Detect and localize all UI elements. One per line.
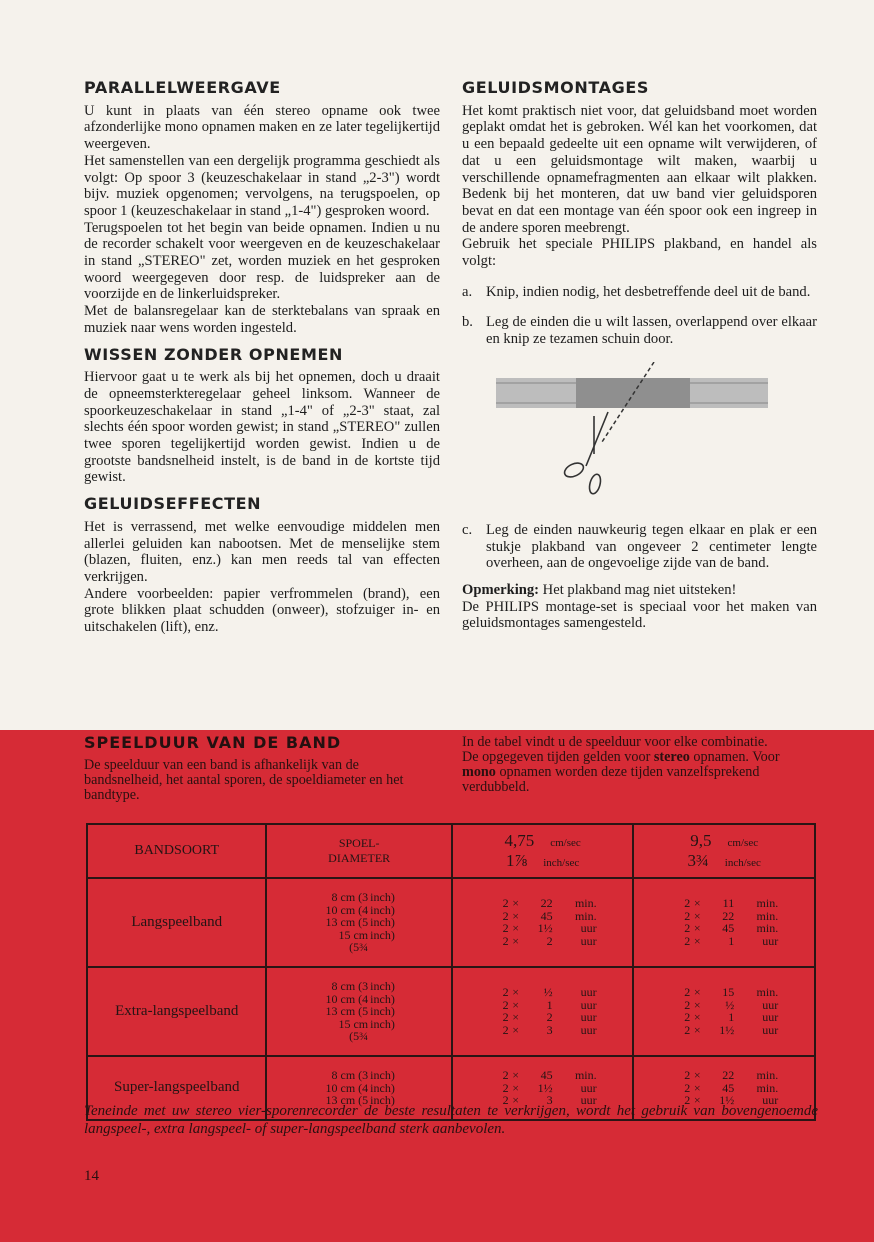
list-letter: c. [462,521,473,538]
paragraph: De speelduur van een band is afhankelijk van de bandsnelheid, het aantal sporen, de spoeldiameter en het bandtype. [84,757,404,803]
diameter-cell [266,967,451,1056]
playtime-part: uur [762,934,779,949]
header-diameter: DIAMETER [328,851,391,865]
playtime-part: × [693,896,701,911]
playtime-part: min. [756,921,779,936]
playtime-part: min. [756,985,779,1000]
diameter-part: 15 cm (5¾ [338,1016,369,1044]
diameter-part: 13 cm (5 [325,915,369,930]
playtime-part: × [512,997,520,1012]
playtime-part: 2 [502,908,509,923]
playtime-cell [452,878,634,967]
diameter-part: 10 cm (4 [325,1080,369,1095]
playtime-part: × [512,908,520,923]
header-spoeldiameter [266,824,451,878]
playtime-part: 2 [502,985,509,1000]
diameter-part: inch) [370,902,395,917]
heading-parallelweergave: PARALLELWEERGAVE [84,78,281,97]
playtime-part: 45 [722,1080,735,1095]
playtime-part: uur [580,1023,597,1038]
playtime-part: 11 [722,896,735,911]
diameter-line [267,929,450,954]
playtime-cell [633,878,815,967]
playtime-part: 1½ [537,921,553,936]
diameter-line [267,1005,450,1018]
playtime-part: uur [580,1080,597,1095]
heading-geluidseffecten: GELUIDSEFFECTEN [84,494,262,514]
text-run: opnamen. Voor [689,749,780,765]
diameter-part: inch) [370,1067,395,1082]
playtime-part: min. [574,908,597,923]
playtime-part: uur [580,997,597,1012]
paragraph: De PHILIPS montage-set is speciaal voor het maken van geluidsmontages samengesteld. [462,598,817,632]
playtime-part: 2 [684,1010,691,1025]
paragraph: U kunt in plaats van één stereo opname ook twee afzonderlijke mono opnamen maken en ze later tegelijkertijd weergeven. [84,102,440,153]
diameter-part: 13 cm (5 [325,1093,369,1108]
playtime-table [86,823,816,1121]
note-text: Het plakband mag niet uitsteken! [539,581,737,598]
playtime-part: min. [574,1067,597,1082]
speelduur-intro [84,735,440,803]
diameter-cell [266,878,451,967]
paragraph: Het samenstellen van een dergelijk programma geschiedt als volgt: Op spoor 3 (keuzeschakelaar in stand „2-3") wordt bijv. muziek opgenomen; vervolgens, na terugspoelen, op spoor 1 (keuzeschakelaar in stand „1-4") gesproken woord. [84,152,440,219]
playtime-cell [452,967,634,1056]
playtime-part: 2 [502,1067,509,1082]
playtime-part: 2 [546,934,553,949]
playtime-part: × [693,1080,701,1095]
playtime-line [453,1011,633,1024]
playtime-part: 2 [684,908,691,923]
header-speed-95 [633,824,815,878]
header-spoel: SPOEL- [338,836,380,850]
paragraph: Het komt praktisch niet voor, dat geluidsband moet worden geplakt omdat het is gebroken. Wél kan het voorkomen, dat u een bepaald gedeelte uit een opname wilt verwijderen, of dat u een geluidsmontage wilt maken, waarbij u verschillende opnamefragmenten aan elkaar wilt plakken. Bedenk bij het monteren, dat uw band vier geluidsporen bevat en dat een montage van één spoor ook een ingreep in de andere sporen meebrengt. [462,102,817,236]
playtime-line [453,897,633,910]
diameter-part: inch) [370,1093,395,1108]
playtime-part: × [693,1010,701,1025]
table-header-row [87,824,815,878]
playtime-part: uur [762,1010,779,1025]
diameter-line [267,916,450,929]
diameter-part: inch) [370,991,395,1006]
playtime-line [453,922,633,935]
text-bold: mono [462,764,496,780]
text-run: De opgegeven tijden gelden voor [462,749,654,765]
speelduur-notes [462,735,817,795]
playtime-part: 2 [684,1023,691,1038]
playtime-part: 2 [684,1067,691,1082]
list-text: Knip, indien nodig, het desbetreffende deel uit de band. [486,283,811,300]
playtime-part: × [512,985,520,1000]
playtime-part: 3 [546,1093,553,1108]
playtime-part: 3 [546,1023,553,1038]
playtime-part: × [512,1093,520,1108]
paragraph: Met de balansregelaar kan de sterktebalans van spraak en muziek naar wens worden ingesteld. [84,303,440,336]
playtime-line [453,1069,633,1082]
playtime-part: 2 [684,921,691,936]
paragraph: Terugspoelen tot het begin van beide opnamen. Indien u nu de recorder schakelt voor weergeven en de keuzeschakelaar in stand „STEREO" zet, worden muziek en het gesproken woord weergegeven door resp. de luidspreker aan de voorzijde en de linkerluidspreker. [84,219,440,303]
tape-cut-illustration [462,362,817,508]
playtime-part: × [693,934,701,949]
playtime-part: ½ [543,985,553,1000]
playtime-part: × [512,1067,520,1082]
note-label: Opmerking: [462,581,540,598]
speed-value: 1⅞ [505,851,528,870]
playtime-part: 45 [540,1067,553,1082]
playtime-part: × [512,934,520,949]
list-letter: b. [462,314,473,331]
playtime-part: min. [574,896,597,911]
playtime-part: uur [580,921,597,936]
speed-value: 4,75 [504,831,535,850]
paragraph: Het is verrassend, met welke eenvoudige middelen men allerlei geluiden kan nabootsen. Met de menselijke stem (blazen, fluiten, enz.) kan men reeds tal van effecten verkrijgen. [84,518,440,585]
heading-speelduur: SPEELDUUR VAN DE BAND [84,733,342,752]
playtime-line [634,922,814,935]
playtime-part: 45 [722,921,735,936]
playtime-line [453,1082,633,1095]
right-column [462,80,817,632]
heading-geluidsmontages: GELUIDSMONTAGES [462,78,649,97]
diameter-part: inch) [370,915,395,930]
playtime-part: 1½ [719,1023,735,1038]
heading-wissen: WISSEN ZONDER OPNEMEN [84,344,344,364]
playtime-part: uur [762,1023,779,1038]
paragraph [462,750,817,795]
band-type: Extra-langspeelband [87,967,266,1056]
text-run: opnamen worden deze tijden vanzelfsprekend verdubbeld. [462,764,760,795]
playtime-part: ½ [725,997,735,1012]
diameter-line [267,891,450,904]
playtime-cell [633,967,815,1056]
playtime-part: uur [580,934,597,949]
playtime-part: × [693,1093,701,1108]
playtime-line [634,986,814,999]
playtime-part: 2 [502,1023,509,1038]
playtime-line [453,1024,633,1037]
playtime-part: 2 [684,997,691,1012]
scissors-tape-drawing [490,362,780,502]
playtime-part: 2 [684,896,691,911]
header-bandsoort: BANDSOORT [87,824,266,878]
footnote: Teneinde met uw stereo vier-sporenrecorder de beste resultaten te verkrijgen, wordt het gebruik van bovengenoemde langspeel-, extra langspeel- of super-langspeelband sterk aanbevolen. [84,1103,818,1137]
speed-unit: cm/sec [727,837,759,849]
playtime-part: 2 [502,1010,509,1025]
header-speed-475 [452,824,634,878]
diameter-part: inch) [370,1016,395,1031]
playtime-part: 1½ [719,1093,735,1108]
diameter-part: inch) [370,890,395,904]
playtime-part: 1 [728,934,735,949]
playtime-part: 2 [684,985,691,1000]
playtime-part: × [693,1023,701,1038]
diameter-part: inch) [370,927,395,942]
playtime-part: 2 [684,1080,691,1095]
playtime-part: 2 [502,997,509,1012]
playtime-part: 45 [540,908,553,923]
playtime-part: × [512,896,520,911]
speed-unit: inch/sec [724,857,761,869]
playtime-part: min. [756,1067,779,1082]
speed-value: 9,5 [690,831,712,850]
diameter-part: 10 cm (4 [325,991,369,1006]
playtime-line [634,999,814,1012]
playtime-part: × [693,997,701,1012]
playtime-line [634,935,814,948]
playtime-part: 2 [502,934,509,949]
table-row [87,967,815,1056]
playtime-line [453,986,633,999]
playtime-part: 2 [502,921,509,936]
diameter-part: 8 cm (3 [331,978,369,993]
playtime-part: × [693,908,701,923]
playtime-part: 2 [546,1010,553,1025]
playtime-part: × [693,921,701,936]
playtime-line [634,897,814,910]
playtime-part: × [512,1080,520,1095]
page-number: 14 [84,1168,99,1184]
diameter-line [267,980,450,993]
speed-unit: inch/sec [543,857,580,869]
playtime-part: × [693,1067,701,1082]
diameter-part: inch) [370,1004,395,1019]
playtime-part: × [693,985,701,1000]
diameter-part: 15 cm (5¾ [338,927,369,955]
playtime-part: 22 [722,908,735,923]
playtime-part: 22 [722,1067,735,1082]
playtime-part: min. [756,896,779,911]
paragraph: In de tabel vindt u de speelduur voor elke combinatie. [462,734,768,750]
diameter-line [267,1069,450,1082]
band-type: Super-langspeelband [87,1056,266,1120]
paragraph: Andere voorbeelden: papier verfrommelen (brand), een grote blikken plaat schudden (onweer), stofzuiger in- en uitschakelen (lift), enz. [84,585,440,636]
playtime-line [453,999,633,1012]
playtime-part: 15 [722,985,735,1000]
speed-unit: cm/sec [550,837,581,849]
list-text: Leg de einden nauwkeurig tegen elkaar en plak er een stukje plakband van ongeveer 2 centimeter lengte overheen, aan de ongevoelige zijde van de band. [486,521,817,572]
playtime-part: 2 [684,934,691,949]
playtime-part: min. [756,1080,779,1095]
list-letter: a. [462,283,473,300]
diameter-part: 10 cm (4 [325,902,369,917]
playtime-part: × [512,1010,520,1025]
playtime-part: uur [580,1093,597,1108]
list-item-a [462,284,817,301]
note [462,582,817,599]
list-item-b [462,314,817,347]
paragraph: Hiervoor gaat u te werk als bij het opnemen, doch u draait de opneemsterkteregelaar geheel linksom. Wanneer de spoorkeuzeschakelaar in stand „1-4" of „2-3" staat, zal slechts één spoor worden gewist; in stand „STEREO" zullen twee sporen tegelijkertijd worden gewist. Indien u de grootste bandsnelheid instelt, is de band in de kortste tijd gewist. [84,369,440,486]
diameter-part: 8 cm (3 [331,890,369,904]
playtime-part: 1 [546,997,553,1012]
scissors-icon [562,412,608,495]
playtime-part: uur [580,985,597,1000]
playtime-line [634,1024,814,1037]
left-column [84,80,440,636]
playtime-part: uur [762,1093,779,1108]
playtime-part: × [512,921,520,936]
playtime-part: 1½ [537,1080,553,1095]
text-bold: stereo [653,749,690,765]
playtime-part: min. [756,908,779,923]
playtime-part: 2 [502,896,509,911]
playtime-part: 2 [502,1080,509,1095]
playtime-line [634,1069,814,1082]
diameter-line [267,1018,450,1043]
band-type: Langspeelband [87,878,266,967]
table-row [87,878,815,967]
speed-value: 3¾ [687,851,709,870]
diameter-part: 8 cm (3 [331,1067,369,1082]
playtime-part: uur [762,997,779,1012]
playtime-part: × [512,1023,520,1038]
paragraph: Gebruik het speciale PHILIPS plakband, en handel als volgt: [462,236,817,270]
diameter-part: 13 cm (5 [325,1004,369,1019]
playtime-line [453,935,633,948]
list-text: Leg de einden die u wilt lassen, overlappend over elkaar en knip ze tezamen schuin door. [486,314,817,348]
playtime-part: 2 [684,1093,691,1108]
playtime-part: 1 [728,1010,735,1025]
playtime-part: 2 [502,1093,509,1108]
diameter-part: inch) [370,1080,395,1095]
playtime-part: uur [580,1010,597,1025]
diameter-part: inch) [370,978,395,993]
playtime-part: 22 [540,896,553,911]
list-item-c [462,522,817,572]
